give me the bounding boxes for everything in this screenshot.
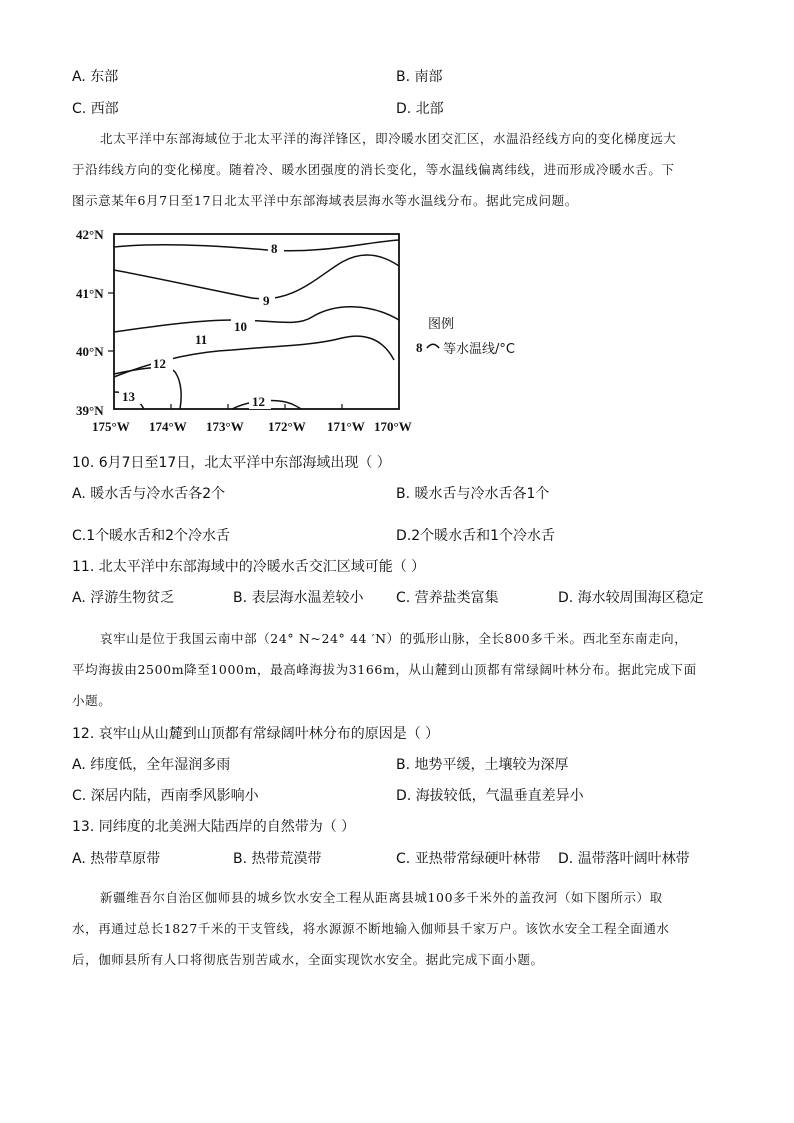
option-text: 纬度低，全年湿润多雨: [90, 757, 231, 773]
option-text: 东部: [90, 69, 119, 85]
option-key: A.: [72, 69, 86, 85]
passage-ailao-mountain: [72, 623, 722, 716]
q12-option-a: [72, 754, 230, 774]
option-text: 深居内陆，西南季风影响小: [90, 788, 259, 804]
isotherm-9: [114, 255, 399, 299]
q9-option-b: [396, 66, 443, 86]
passage-ocean-front: [72, 123, 722, 216]
option-key: A.: [72, 757, 86, 773]
q11-option-d: [558, 587, 704, 607]
lon-label: 174°W: [149, 419, 187, 434]
passage-line: 北太平洋中东部海域位于北太平洋的海洋锋区，即冷暖水团交汇区，水温沿经线方向的变化梯度远大: [100, 131, 677, 146]
isotherm-label: 13: [122, 389, 135, 404]
option-text: 西部: [90, 101, 119, 117]
lon-label: 173°W: [206, 419, 244, 434]
isotherm-label: 12: [252, 394, 265, 409]
passage-line: 小题。: [72, 693, 112, 708]
q13-option-b: [233, 848, 322, 868]
option-text: 营养盐类富集: [414, 590, 499, 606]
isotherm-label: 8: [271, 241, 278, 256]
option-key: B.: [233, 590, 248, 606]
lon-label: 170°W: [374, 419, 412, 434]
lon-label: 172°W: [268, 419, 306, 434]
option-key: B.: [396, 757, 411, 773]
option-key: B.: [396, 486, 411, 502]
option-text: 温带落叶阔叶林带: [577, 851, 690, 867]
option-text: 热带荒漠带: [251, 851, 322, 867]
q12-option-b: [396, 754, 569, 774]
isotherm-label: 12: [153, 356, 166, 371]
passage-line: 图示意某年6月7日至17日北太平洋中东部海域表层海水等水温线分布。据此完成问题。: [72, 193, 578, 208]
q9-option-a: [72, 66, 118, 86]
option-text: 暖水舌与冷水舌各2个: [90, 486, 226, 502]
option-text: 海水较周围海区稳定: [577, 590, 704, 606]
option-key: C.: [396, 590, 411, 606]
passage-line: 新疆维吾尔自治区伽师县的城乡饮水安全工程从距离县城100多千米外的盖孜河（如下图所示）取: [100, 890, 663, 905]
q11-option-a: [72, 587, 174, 607]
q12-stem: 12. 哀牢山从山麓到山顶都有常绿阔叶林分布的原因是（ ）: [72, 726, 440, 742]
q12-option-c: [72, 785, 259, 805]
lat-label: 39°N: [76, 403, 104, 418]
q12-option-d: [396, 785, 584, 805]
option-text: 北部: [415, 101, 444, 117]
passage-line: 于沿纬线方向的变化梯度。随着冷、暖水团强度的消长变化，等水温线偏离纬线，进而形成冷暖水舌。下: [72, 162, 675, 177]
passage-line: 哀牢山是位于我国云南中部（24° N~24° 44 ′N）的弧形山脉，全长800多千米。西北至东南走向，: [100, 631, 688, 646]
option-text: 浮游生物贫乏: [90, 590, 175, 606]
lon-label: 171°W: [327, 419, 365, 434]
isotherm-10: [114, 307, 399, 332]
passage-jiashi-water: [72, 882, 722, 975]
option-key: D.: [396, 101, 412, 117]
q13-option-a: [72, 848, 160, 868]
option-key: C.: [396, 851, 411, 867]
q9-option-d: [396, 98, 444, 118]
q13-option-c: [396, 848, 541, 868]
isotherm-label: 10: [234, 319, 247, 334]
q10-stem: 10. 6月7日至17日，北太平洋中东部海域出现（ ）: [72, 455, 391, 471]
legend-title: 图例: [428, 317, 455, 332]
option-key: A.: [72, 486, 86, 502]
lat-label: 41°N: [76, 286, 104, 301]
q11-stem: 11. 北太平洋中东部海域中的冷暖水舌交汇区域可能（ ）: [72, 559, 426, 575]
option-text: 热带草原带: [90, 851, 161, 867]
isotherm-map-figure: [72, 222, 532, 437]
legend-value: 8: [416, 340, 423, 355]
option-key: B.: [396, 69, 411, 85]
lat-label: 40°N: [76, 344, 104, 359]
option-key: D.: [558, 851, 574, 867]
isotherm-map: [72, 222, 532, 437]
q9-option-c: [72, 98, 119, 118]
option-key: C.: [72, 101, 87, 117]
option-key: A.: [72, 851, 86, 867]
option-key: A.: [72, 590, 86, 606]
option-key: D.: [396, 528, 412, 544]
q10-option-c: [72, 525, 230, 545]
option-key: D.: [558, 590, 574, 606]
lat-label: 42°N: [76, 227, 104, 242]
option-text: 表层海水温差较小: [251, 590, 364, 606]
option-key: D.: [396, 788, 412, 804]
option-text: 亚热带常绿硬叶林带: [414, 851, 541, 867]
passage-line: 后，伽师县所有人口将彻底告别苦咸水，全面实现饮水安全。据此完成下面小题。: [72, 952, 544, 967]
option-key: B.: [233, 851, 248, 867]
passage-line: 平均海拔由2500m降至1000m，最高峰海拔为3166m，从山麓到山顶都有常绿阔叶林分布。据此完成下面: [72, 662, 697, 677]
passage-line: 水，再通过总长1827千米的干支管线，将水源源不断地输入伽师县千家万户。该饮水安全工程全面通水: [72, 921, 670, 936]
option-text: 南部: [414, 69, 443, 85]
legend-isotherm-symbol: [427, 344, 439, 348]
option-text: 2个暖水舌和1个冷水舌: [411, 528, 556, 544]
option-key: C.: [72, 788, 87, 804]
legend-text: 等水温线/°C: [443, 342, 515, 357]
q10-option-b: [396, 483, 549, 503]
lon-label: 175°W: [92, 419, 130, 434]
option-text: 1个暖水舌和2个冷水舌: [86, 528, 231, 544]
option-key: C.: [72, 528, 87, 544]
isotherm-label: 11: [195, 332, 208, 347]
q10-option-d: [396, 525, 555, 545]
q13-stem: 13. 同纬度的北美洲大陆西岸的自然带为（ ）: [72, 819, 356, 835]
q11-option-b: [233, 587, 364, 607]
q10-option-a: [72, 483, 225, 503]
q11-option-c: [396, 587, 499, 607]
option-text: 暖水舌与冷水舌各1个: [414, 486, 550, 502]
option-text: 海拔较低，气温垂直差异小: [415, 788, 584, 804]
isotherm-8: [114, 240, 399, 251]
q13-option-d: [558, 848, 690, 868]
option-text: 地势平缓，土壤较为深厚: [414, 757, 569, 773]
isotherm-label: 9: [263, 293, 270, 308]
